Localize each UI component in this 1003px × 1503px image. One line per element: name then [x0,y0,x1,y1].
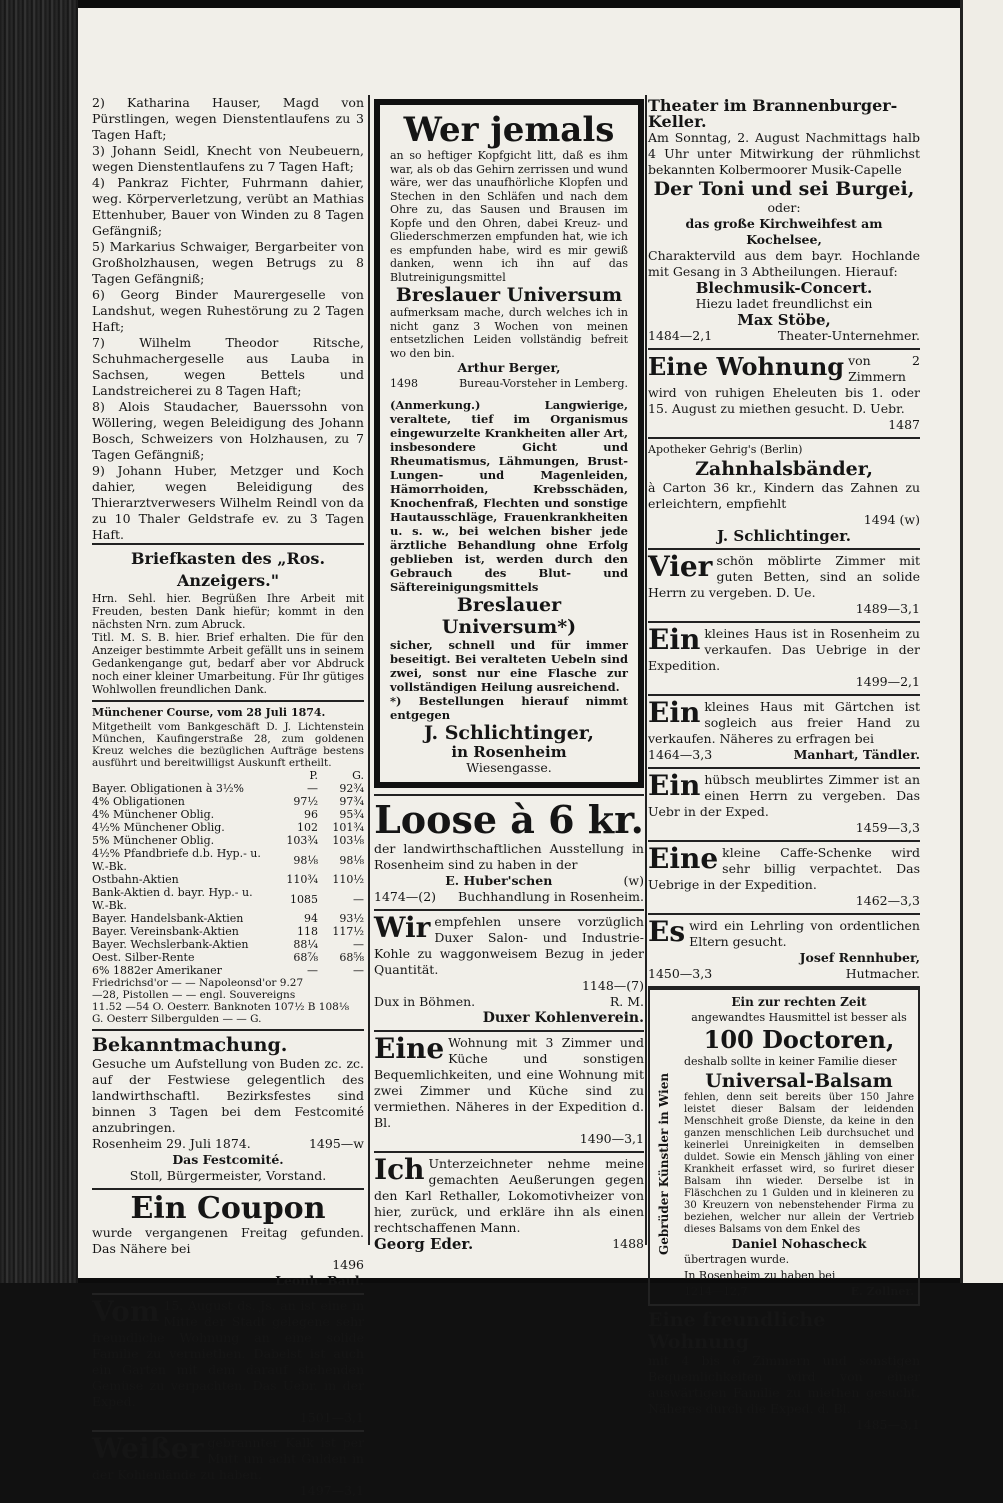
ad-number: 1495—w [308,1136,364,1151]
ad-number: 1485—3,1 [855,1417,920,1432]
play-subtitle: das große Kirchweihfest am Kochelsee, [685,216,883,247]
theater-ad [648,95,920,350]
box-seller: J. Schlichtinger, [423,722,595,744]
judgment-item: 5) Markarius Schwaiger, Bergarbeiter von Großholzhausen, wegen Betrugs zu 8 Tagen Gefängniß; [92,239,364,286]
bekanntmachung-sig2: Stoll, Bürgermeister, Vorstand. [129,1168,327,1183]
table-row: Bank-Aktien d. bayr. Hyp.- u. W.-Bk. 1085 — [92,886,364,912]
zahn-body: à Carton 36 kr., Kindern das Zahnen zu erleichtern, empfiehlt [648,480,920,511]
balsam-pre: Ein zur rechten Zeit [731,995,867,1009]
coupon-body: wurde vergangenen Freitag gefunden. Das Nähere bei [92,1225,364,1256]
wohnung-ad [374,1032,644,1153]
kohle-body: empfehlen unsere vorzüglich Duxer Salon- und Industrie-Kohle zu waggonweisem Bezug in jeder Quantität. [374,914,644,977]
bekanntmachung [92,1031,364,1190]
box-title: Wer jemals [403,110,615,150]
drop-word: Ich [374,1153,425,1186]
play-title: Der Toni und sei Burgei, [653,178,915,200]
judgment-item: 6) Georg Binder Maurergeselle von Landshut, wegen Ruhestörung zu 2 Tagen Haft; [92,287,364,334]
book-spine [0,0,78,1283]
briefkasten-entry: Titl. M. S. B. hier. Brief erhalten. Die für den Anzeiger bestimmte Arbeit gefällt uns in seinem Gedankengange gut, bedarf aber vor Abdruck noch einer kleiner Umarbeitung. Für Ihr gütiges Wohlwollen freundlichen Dank. [92,631,364,696]
ad-number: 1459—3,3 [855,820,920,835]
box-note: (Anmerkung.) Langwierige, veraltete, tief im Organismus eingewurzelte Krankheiten aller Art, insbesondere Gicht und Rheumatismus, Lähmungen, Brust- Lungen- und Magenleiden, Hämorrhoiden, Krebsschäden, Knochenfraß, Flechten und sonstige Hautausschläge, Frauenkrankheiten u. s. w., bei welchen bisher jede ärztliche Behandlung ohne Erfolg geblieben ist, werden durch den Gebrauch des Blut- und Säftereinigungsmittels [390,398,628,594]
freund-title: Eine freundliche Wohnung [648,1309,826,1353]
column-left [92,95,364,1503]
column-right [648,95,920,1437]
table-row: Ostbahn-Aktien 110¾ 110½ [92,873,364,886]
haus1-ad [648,623,920,696]
column-rule [645,95,647,1245]
wohnung-gesucht-ad [648,350,920,439]
table-row: Bayer. Wechslerbank-Aktien 88¼ — [92,938,364,951]
wohnung-body: Wohnung mit 3 Zimmer und Küche und sonstigen Bequemlichkeiten, und eine Wohnung mit zwei Zimmer und Küche sind zu vermiethen. Näheres in der Expedition d. Bl. [374,1035,644,1130]
vier-body: schön möblirte Zimmer mit guten Betten, sind an solide Herrn zu vergeben. D. Ue. [648,553,920,600]
cafe-ad [648,842,920,915]
haus2-body: kleines Haus mit Gärtchen ist sogleich aus freier Hand zu verkaufen. Näheres zu erfragen bei [648,699,920,746]
theater-oder: oder: [767,200,801,215]
zahn-title: Zahnhalsbänder, [695,458,873,480]
loose-ad [374,794,644,911]
table-row: Bayer. Vereinsbank-Aktien 118 117½ [92,925,364,938]
lehrling-sig: Josef Rennhuber, [799,950,920,965]
drop-word: Eine [648,842,719,875]
product-name: Breslauer Universum [395,284,623,306]
drop-word: Vom [92,1295,160,1328]
bekanntmachung-title: Bekanntmachung. [92,1034,288,1056]
judgment-item: 9) Johann Huber, Metzger und Koch dahier, wegen Beleidigung des Thierarztverwesers Wilhelm Reindl von da zu 10 Thaler Geldstrafe ev. zu 3 Tagen Haft. [92,463,364,542]
cafe-body: kleine Caffe-Schenke wird sehr billig verpachtet. Das Uebrige in der Expedition. [648,845,920,892]
concert-title: Blechmusik-Concert. [695,279,873,297]
judgment-item: 4) Pankraz Fichter, Fuhrmann dahier, weg. Körperverletzung, verübt an Mathias Ettenhuber, Bauer von Winden zu 8 Tagen Gefängniß; [92,175,364,238]
theater-body2: Charaktervild aus dem bayr. Hochlande mit Gesang in 3 Abtheilungen. Hierauf: [648,248,920,279]
balsam-trans: übertragen wurde. [684,1253,790,1266]
table-header: P. G. [309,769,364,782]
box-order: *) Bestellungen hierauf nimmt entgegen [390,694,628,722]
coupon-title: Ein Coupon [130,1191,326,1226]
drop-word: Ein [648,696,701,729]
zimmer-ad [648,769,920,842]
zimmer-body: hübsch meublirtes Zimmer ist an einen Herrn zu vergeben. Das Uebr in der Exped. [648,772,920,819]
universum-box-ad [374,99,644,788]
balsam-sig: E. Zollner. [850,1285,914,1298]
judgment-item: 7) Wilhelm Theodor Ritsche, Schuhmachergeselle aus Lauba in Sachsen, wegen Bettels und Landstreicherei zu 8 Tagen Haft; [92,335,364,398]
table-row: Bayer. Obligationen à 3½% — 92¾ [92,782,364,795]
balsam-title: 100 Doctoren, [703,1025,895,1054]
judgment-item: 3) Johann Seidl, Knecht von Neubeuern, wegen Dienstentlaufens zu 7 Tagen Haft; [92,143,364,174]
product-name-2: Breslauer Universum*) [441,594,577,638]
quotes-footer-line: Friedrichsd'or — — Napoleonsd'or 9.27 [92,977,304,989]
ad-number: 1214—12,7 [684,1285,748,1298]
freund-body: mit 4 bis 6 Zimmern und sonstigen Bequemlichkeiten wird von einer auswärtigen Familie zu miethen gesucht. Näheres durch die Exped. d. Bl. [648,1353,920,1416]
drop-word: Eine [374,1032,445,1065]
ad-number: 1462—3,3 [855,893,920,908]
quotes-intro: Mitgetheilt vom Bankgeschäft D. J. Lichtenstein München, Kaufingerstraße 28, zum goldenen Kreuz welches die bezüglichen Aufträge bestens ausführt und bereitwilligst Auskunft ertheilt. [92,721,364,769]
drop-word: Eine Wohnung [648,352,845,381]
kohle-place: Dux in Böhmen. [374,994,476,1009]
loose-title: Loose à 6 kr. [374,797,644,842]
kohle-rm: R. M. [609,994,644,1009]
kalk-body: gebrannter Kalk ist per Mutt um acht Gulden in der Kohlenlände zu haben. [92,1435,364,1482]
bekanntmachung-body: Gesuche um Aufstellung von Buden zc. zc. auf der Festwiese gelegentlich des landwirthschaftl. Bezirksfestes sind binnen 3 Tagen bei dem Festcomité anzubringen. [92,1056,364,1135]
theater-host-title: Theater-Unternehmer. [777,328,920,343]
table-row: 4½% Münchener Oblig. 102 101¾ [92,821,364,834]
briefkasten-entry: Hrn. Sehl. hier. Begrüßen Ihre Arbeit mit Freuden, besten Dank hiefür; kommt in den nächsten Nrn. zum Abruck. [92,592,364,631]
bekanntmachung-date: Rosenheim 29. Juli 1874. [92,1136,251,1151]
box-signer-title: Bureau-Vorsteher in Lemberg. [459,377,628,390]
loose-w: (w) [623,873,644,888]
loose-shop: E. Huber'schen [445,873,553,888]
bekanntmachung-sig: Das Festcomité. [172,1152,284,1167]
ad-number: 1499—2,1 [855,674,920,689]
table-row: 6% 1882er Amerikaner — — [92,964,364,977]
table-row: 4½% Pfandbriefe d.b. Hyp.- u. W.-Bk. 98⅛ 98⅛ [92,847,364,873]
drop-word: Es [648,915,686,948]
drop-word: Wir [374,911,431,944]
briefkasten [92,543,364,702]
lehrling-sig-title: Hutmacher. [845,966,920,981]
judgment-item: 8) Alois Staudacher, Bauerssohn von Wöllering, wegen Beleidigung des Johann Bosch, Schweizers von Holzhausen, zu 7 Tagen Gefängniß; [92,399,364,462]
drop-word: Ein [648,769,701,802]
balsam-sub: angewandtes Hausmittel ist besser als [691,1011,907,1024]
haus2-ad [648,696,920,769]
kohle-sig: Duxer Kohlenverein. [482,1010,644,1026]
ad-number: 1487 [888,417,920,432]
theater-body1: Am Sonntag, 2. August Nachmittags halb 4 Uhr unter Mitwirkung der rühmlichst bekannten Kolbermoorer Musik-Capelle [648,130,920,177]
balsam-body: fehlen, denn seit bereits über 150 Jahre leistet dieser Balsam der leidenden Menschheit große Dienste, da keine in den ganzen menschlichen Leib durchsuchet und keinerlei Unreinigkeiten in demselben duldet. Sowie ein Mensch jähling von einer Krankheit erfasset wird, so furiret dieser Balsam ihn wieder. Derselbe ist in Fläschchen zu 1 Gulden und in kleineren zu 30 Kreuzern von nebenstehender Firma zu beziehen, welcher nur allein der Vertrieb dieses Balsams von dem Enkel des [684,1092,914,1235]
eder-ad [374,1153,644,1256]
ad-number: 1494 (w) [863,512,920,527]
quotes-table [92,769,364,977]
balsam-vertical-label: Gebrüder Künstler in Wien [657,1072,671,1255]
quotes-footer [92,977,364,1025]
column-rule [368,95,370,1245]
drop-word: Vier [648,550,713,583]
box-body: an so heftiger Kopfgicht litt, daß es ihm war, als ob das Gehirn zerrissen und wund wäre, wer das unaufhörliche Klopfen und Stechen in den Schläfen und nach dem Ohre zu, das Sausen und Brausen im Kopfe und den Ohren, dabei Kreuz- und Gliederschmerzen empfunden hat, wie ich es empfunden habe, wird es mir gewiß danken, wenn ich ihn auf das Blutreinigungsmittel [390,149,628,284]
quotes-footer-line: G. Oesterr Silbergulden — — G. [92,1013,262,1025]
haus2-sig: Manhart, Tändler. [793,747,920,762]
vom-ad [92,1295,364,1432]
box-signer: Arthur Berger, [457,360,561,375]
theater-title: Theater im Brannenburger-Keller. [648,96,898,131]
ad-number: 1496 [332,1257,364,1272]
kalk-ad [92,1432,364,1503]
freund-ad [648,1306,920,1437]
loose-body: der landwirthschaftlichen Ausstellung in Rosenheim sind zu haben in der [374,841,644,872]
ad-number: 1474—(2) [374,889,437,904]
loose-shop2: Buchhandlung in Rosenheim. [457,889,644,904]
table-row: 4% Münchener Oblig. 96 95¾ [92,808,364,821]
haus1-body: kleines Haus ist in Rosenheim zu verkaufen. Das Uebrige in der Expedition. [648,626,920,673]
lehrling-ad [648,915,920,988]
quotes-footer-line: —28, Pistollen — — engl. Souvereigns [92,989,296,1001]
judgment-item: 2) Katharina Hauser, Magd von Pürstlingen, wegen Dienstentlaufens zu 3 Tagen Haft; [92,95,364,142]
column-middle [374,95,644,1256]
box-city: in Rosenheim [451,743,567,761]
vom-body: 15. August ds. Js. an ist eine in Mitte der Stadt gelegene sehr freundliche Wohnung an eine solide Familie zu vermiethen. Dabelst ist auch ein Garten mit dem darauf stehenden Gemüse zu verpachten. Das Uebr. in der Exped. [92,1298,364,1409]
drop-word: Weißer [92,1432,204,1465]
next-page-edge [960,0,1003,1283]
balsam-name: Daniel Nohascheck [731,1236,867,1251]
balsam-product: Universal-Balsam [705,1070,893,1092]
ad-number: 1450—3,3 [648,966,713,981]
zahn-pre: Apotheker Gehrig's (Berlin) [648,443,803,456]
stock-quotes [92,702,364,1031]
coupon-sig: Leonh. Baul. [275,1273,364,1288]
wohnung-gesucht-body: von 2 Zimmern wird von ruhigen Eheleuten bis 1. oder 15. August zu miethen gesucht. D. Uebr. [648,353,920,416]
kohle-ad [374,911,644,1032]
table-row: Bayer. Handelsbank-Aktien 94 93½ [92,912,364,925]
zahn-sig: J. Schlichtinger. [717,527,851,545]
ad-number: 1497—3,1 [299,1483,364,1498]
ad-number: 1489—3,1 [855,601,920,616]
ad-number: 1148—(7) [581,978,644,993]
zahn-ad [648,439,920,550]
eder-body: Unterzeichneter nehme meine gemachten Aeußerungen gegen den Karl Rethaller, Lokomotivheizer von hier, zurück, und erkläre ihn als einen rechtschaffenen Mann. [374,1156,644,1235]
ad-number: 1488 [612,1236,644,1251]
court-judgments [92,95,364,543]
balsam-lead: deshalb sollte in keiner Familie dieser [684,1055,897,1068]
ad-number: 1490—3,1 [579,1131,644,1146]
vier-ad [648,550,920,623]
drop-word: Ein [648,623,701,656]
table-row: 5% Münchener Oblig. 103¾ 103⅛ [92,834,364,847]
theater-invite: Hiezu ladet freundlichst ein [695,296,873,311]
box-body2: aufmerksam mache, durch welches ich in nicht ganz 3 Wochen von meinen entsetzlichen Leiden vollständig befreit wo den bin. [390,306,628,360]
balsam-ad [648,988,920,1306]
eder-sig: Georg Eder. [374,1235,474,1253]
ad-number: 1501—3,1 [299,1410,364,1425]
ad-number: 1484—2,1 [648,328,713,343]
box-note2: sicher, schnell und für immer beseitigt. Bei veralteten Uebeln sind zwei, sonst nur eine Flasche zur vollständigen Heilung ausreichend. [390,638,628,694]
theater-host: Max Stöbe, [737,311,831,329]
quotes-footer-line: 11.52 —54 O. Oesterr. Banknoten 107½ B 108⅛ [92,1001,350,1013]
coupon-ad [92,1190,364,1295]
ad-number: 1464—3,3 [648,747,713,762]
quotes-title: Münchener Course, vom 28 Juli 1874. [92,706,326,719]
ad-number: 1498 [390,377,418,390]
table-row: Oest. Silber-Rente 68⅞ 68⅝ [92,951,364,964]
table-row: 4% Obligationen 97½ 97¾ [92,795,364,808]
box-street: Wiesengasse. [466,760,552,775]
lehrling-body: wird ein Lehrling von ordentlichen Eltern gesucht. [689,918,920,949]
balsam-city: In Rosenheim zu haben bei [684,1269,836,1282]
briefkasten-title: Briefkasten des „Ros. Anzeigers." [130,549,326,590]
